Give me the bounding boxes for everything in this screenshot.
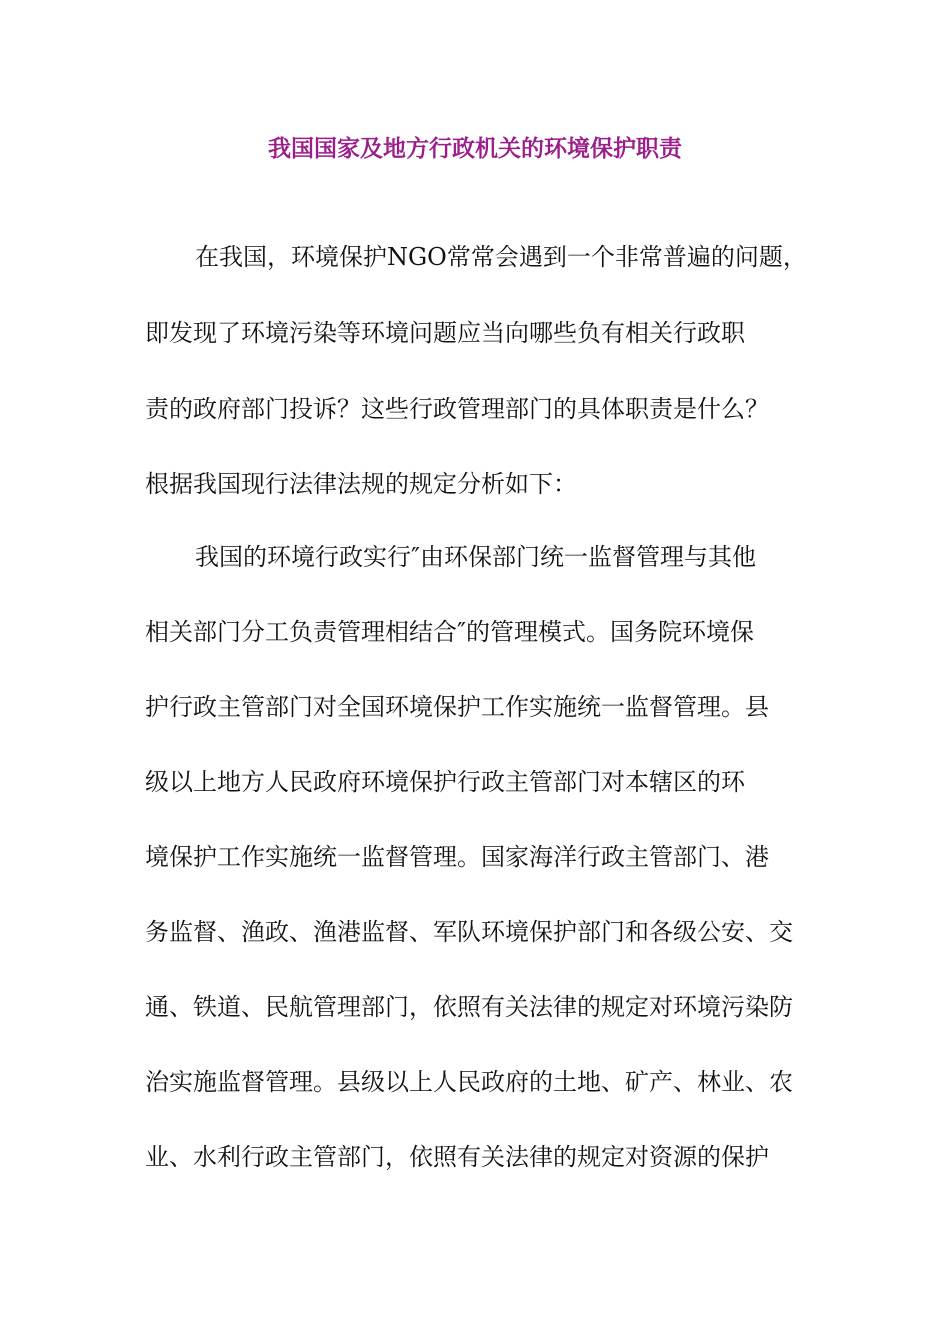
paragraph-2-line-7: 通、铁道、民航管理部门，依照有关法律的规定对环境污染防 <box>145 993 793 1021</box>
paragraph-2-line-8: 治实施监督管理。县级以上人民政府的土地、矿产、林业、农 <box>145 1068 793 1096</box>
document-title: 我国国家及地方行政机关的环境保护职责 <box>268 135 682 162</box>
paragraph-2-line-1: 我国的环境行政实行″由环保部门统一监督管理与其他 <box>195 543 756 571</box>
paragraph-2-line-3: 护行政主管部门对全国环境保护工作实施统一监督管理。县 <box>145 693 769 721</box>
paragraph-1-line-3: 责的政府部门投诉？这些行政管理部门的具体职责是什么？ <box>145 395 769 423</box>
paragraph-2-line-2: 相关部门分工负责管理相结合″的管理模式。国务院环境保 <box>145 618 754 646</box>
paragraph-1-line-4: 根据我国现行法律法规的规定分析如下： <box>145 470 577 498</box>
paragraph-1-line-1: 在我国，环境保护NGO常常会遇到一个非常普遍的问题， <box>195 243 807 271</box>
paragraph-2-line-9: 业、水利行政主管部门，依照有关法律的规定对资源的保护 <box>145 1143 769 1171</box>
paragraph-2-line-4: 级以上地方人民政府环境保护行政主管部门对本辖区的环 <box>145 768 745 796</box>
paragraph-2-line-5: 境保护工作实施统一监督管理。国家海洋行政主管部门、港 <box>145 843 769 871</box>
paragraph-1-line-2: 即发现了环境污染等环境问题应当向哪些负有相关行政职 <box>145 319 745 347</box>
paragraph-2-line-6: 务监督、渔政、渔港监督、军队环境保护部门和各级公安、交 <box>145 918 793 946</box>
